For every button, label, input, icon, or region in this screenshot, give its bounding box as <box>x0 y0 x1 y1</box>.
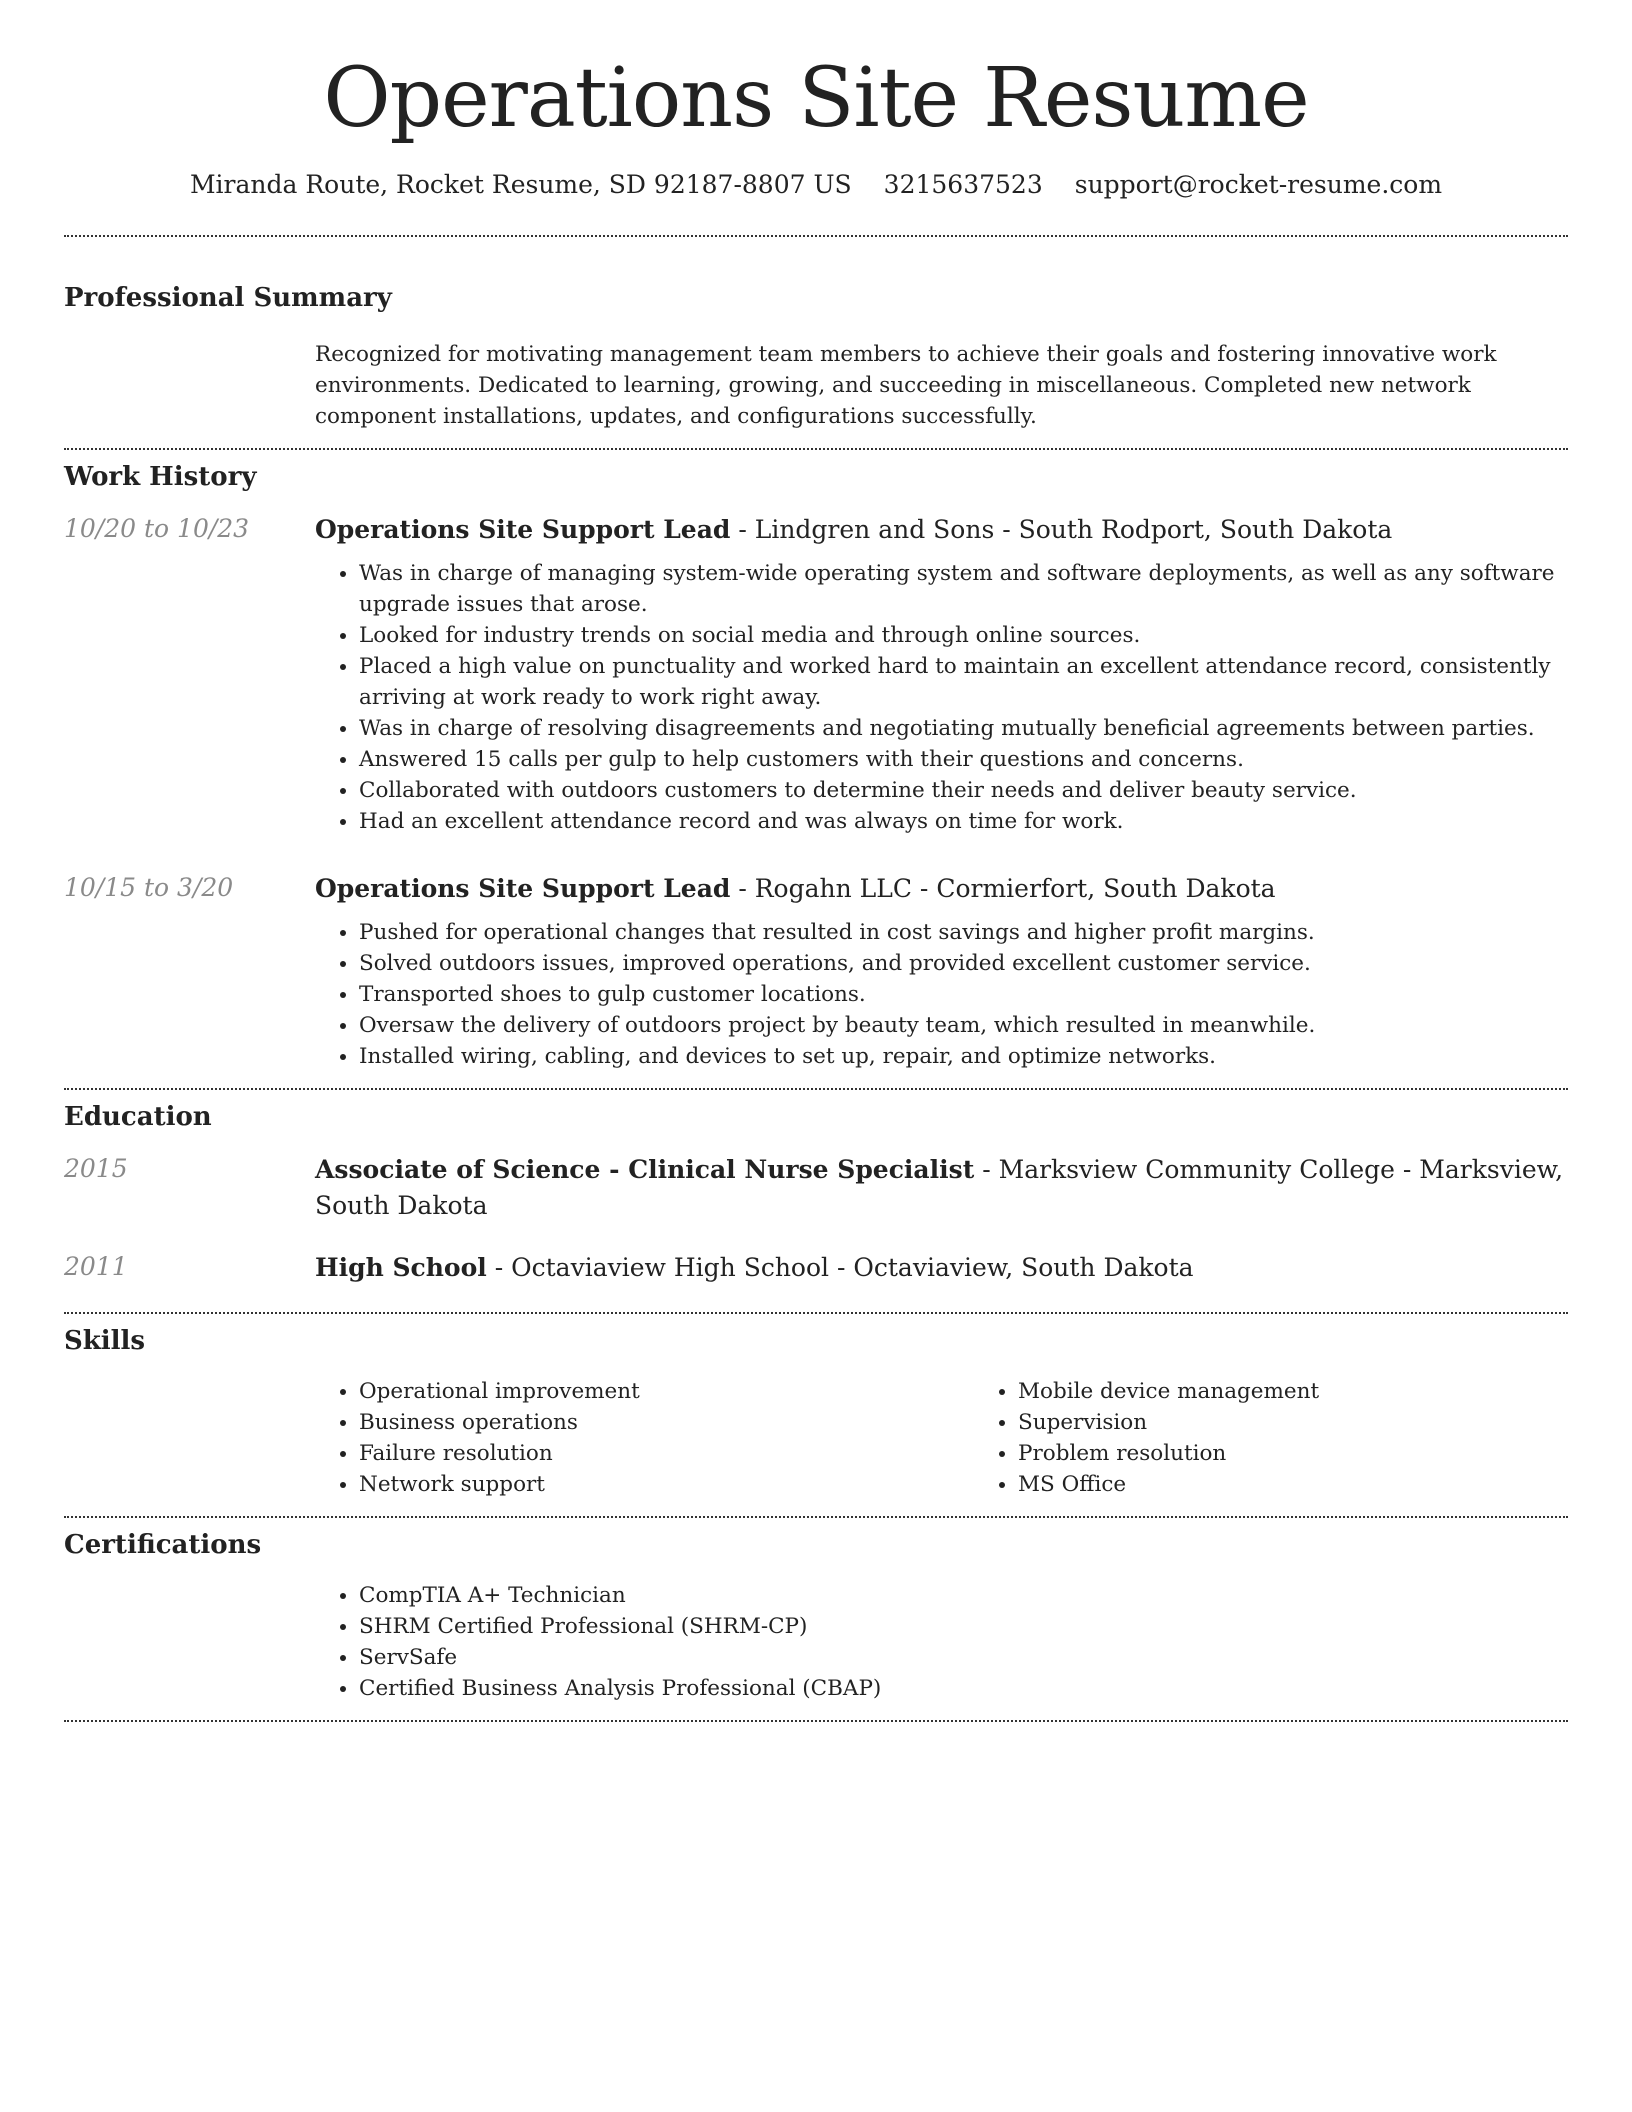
education-heading: Education <box>64 1102 212 1133</box>
list-item: • Certified Business Analysis Professional (CBAP) <box>359 1673 1568 1704</box>
section-divider <box>64 1720 1568 1722</box>
list-item: • Network support <box>359 1469 974 1500</box>
education-details <box>315 1152 1568 1224</box>
summary-content <box>315 339 1568 448</box>
list-item: • Mobile device management <box>1018 1376 1632 1407</box>
education-section <box>64 1090 1568 1286</box>
education-entry <box>64 1250 1568 1286</box>
summary-section <box>64 237 1568 448</box>
skills-row <box>64 1376 1568 1500</box>
certifications-row <box>64 1580 1568 1704</box>
education-degree: High School <box>315 1253 487 1283</box>
job-title-line <box>315 871 1568 907</box>
education-year: 2011 <box>64 1252 128 1282</box>
summary-text: Recognized for motivating management team members to achieve their goals and fostering innovative work environments. Dedicated to learning, growing, and succeeding in miscellaneous. Completed new network component installations, updates, and configurations successfully. <box>315 342 1497 430</box>
list-item: • Had an excellent attendance record and was always on time for work. <box>359 806 1568 837</box>
list-item: • Installed wiring, cabling, and devices to set up, repair, and optimize networks. <box>359 1041 1568 1072</box>
list-item: • Pushed for operational changes that resulted in cost savings and higher profit margins. <box>359 917 1568 948</box>
contact-email: support@rocket-resume.com <box>1074 170 1443 200</box>
certifications-left-spacer <box>64 1580 315 1704</box>
list-item: • Answered 15 calls per gulp to help customers with their questions and concerns. <box>359 744 1568 775</box>
job-role: Operations Site Support Lead <box>315 515 731 545</box>
list-item: • Was in charge of resolving disagreements and negotiating mutually beneficial agreements between parties. <box>359 713 1568 744</box>
list-item: • ServSafe <box>359 1642 1568 1673</box>
list-item: • Problem resolution <box>1018 1438 1632 1469</box>
skills-grid <box>315 1376 1632 1500</box>
skills-left-spacer <box>64 1376 315 1500</box>
certifications-content <box>315 1580 1568 1704</box>
list-item: • Operational improvement <box>359 1376 974 1407</box>
certifications-list <box>315 1580 1568 1704</box>
education-school-location: - Octaviaview High School - Octaviaview, South Dakota <box>486 1253 1194 1283</box>
skills-column-1 <box>315 1376 974 1500</box>
job-title-line <box>315 512 1568 548</box>
job-role: Operations Site Support Lead <box>315 874 731 904</box>
list-item: • CompTIA A+ Technician <box>359 1580 1568 1611</box>
certifications-heading: Certifications <box>64 1530 262 1561</box>
education-degree: Associate of Science - Clinical Nurse Specialist <box>315 1155 975 1185</box>
education-title-line <box>315 1250 1568 1286</box>
job-bullets <box>315 558 1568 837</box>
list-item: • Looked for industry trends on social media and through online sources. <box>359 620 1568 651</box>
skills-column-2 <box>974 1376 1632 1500</box>
job-entry <box>64 512 1568 837</box>
list-item: • Business operations <box>359 1407 974 1438</box>
job-details <box>315 512 1568 837</box>
education-entry <box>64 1152 1568 1224</box>
list-item: • Placed a high value on punctuality and worked hard to maintain an excellent attendance record, consistently arriving at work ready to work right away. <box>359 651 1568 713</box>
job-employer-location: - Rogahn LLC - Cormierfort, South Dakota <box>730 874 1276 904</box>
list-item: • Solved outdoors issues, improved operations, and provided excellent customer service. <box>359 948 1568 979</box>
list-item: • Supervision <box>1018 1407 1632 1438</box>
resume-title: Operations Site Resume <box>323 51 1309 146</box>
summary-left-spacer <box>64 339 315 448</box>
list-item: • Collaborated with outdoors customers to determine their needs and deliver beauty service. <box>359 775 1568 806</box>
skills-section <box>64 1314 1568 1516</box>
education-details <box>315 1250 1568 1286</box>
summary-heading: Professional Summary <box>64 283 392 314</box>
certifications-section <box>64 1518 1568 1720</box>
job-entry <box>64 871 1568 1072</box>
list-item: • Was in charge of managing system-wide operating system and software deployments, as well as any software upgrade issues that arose. <box>359 558 1568 620</box>
job-dates: 10/15 to 3/20 <box>64 873 234 903</box>
list-item: • Failure resolution <box>359 1438 974 1469</box>
summary-row <box>64 339 1568 448</box>
work-history-heading: Work History <box>64 462 257 493</box>
contact-phone: 3215637523 <box>883 170 1043 200</box>
education-school-location: - Marksview Community College - Marksview, South Dakota <box>315 1155 1564 1221</box>
list-item: • SHRM Certified Professional (SHRM-CP) <box>359 1611 1568 1642</box>
contact-line <box>64 170 1568 199</box>
work-history-section <box>64 450 1568 1088</box>
list-item: • Oversaw the delivery of outdoors project by beauty team, which resulted in meanwhile. <box>359 1010 1568 1041</box>
job-details <box>315 871 1568 1072</box>
job-employer-location: - Lindgren and Sons - South Rodport, South Dakota <box>730 515 1393 545</box>
job-bullets <box>315 917 1568 1072</box>
job-dates: 10/20 to 10/23 <box>64 514 250 544</box>
contact-address: Miranda Route, Rocket Resume, SD 92187-8807 US <box>189 170 852 200</box>
list-item: • Transported shoes to gulp customer locations. <box>359 979 1568 1010</box>
education-title-line <box>315 1152 1568 1224</box>
skills-heading: Skills <box>64 1326 146 1357</box>
education-year: 2015 <box>64 1154 128 1184</box>
resume-header <box>64 0 1568 199</box>
list-item: • MS Office <box>1018 1469 1632 1500</box>
